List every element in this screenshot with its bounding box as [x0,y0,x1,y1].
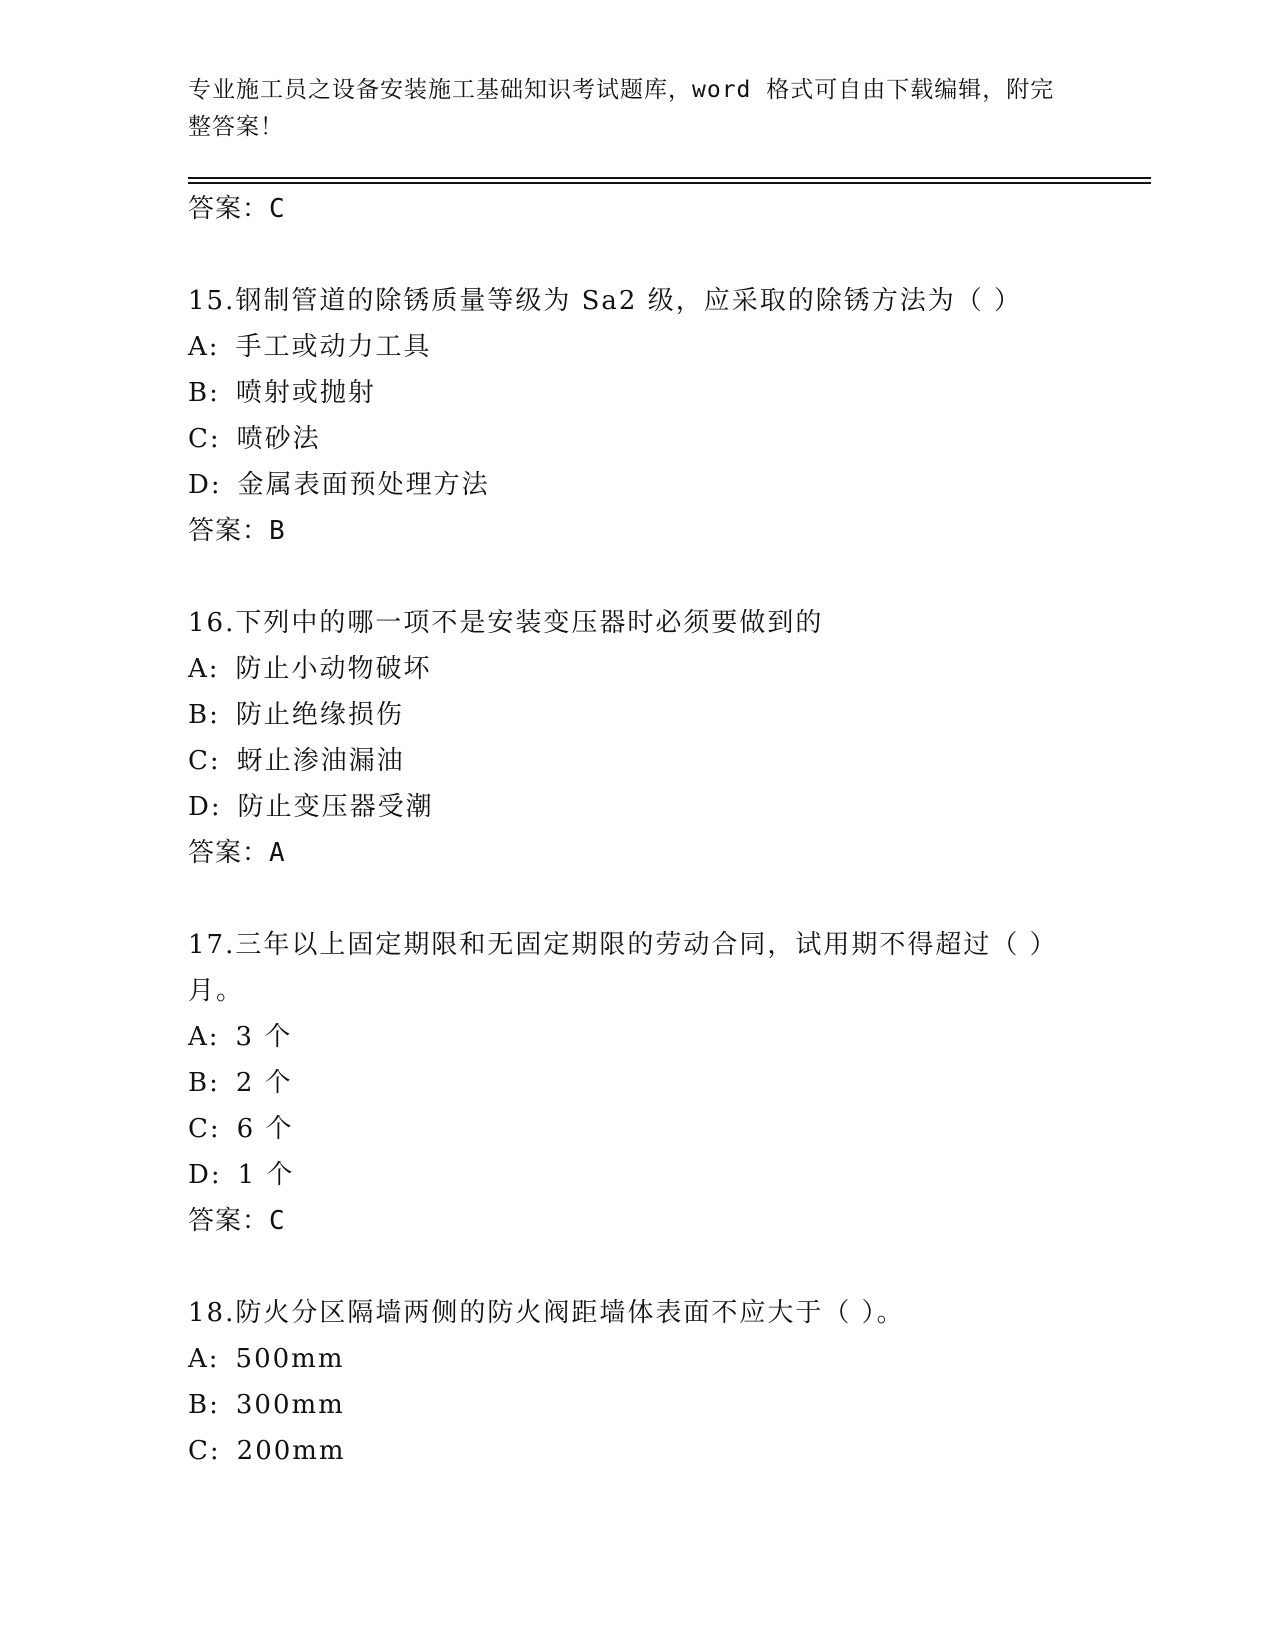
option-key: C: [188,424,221,454]
option-text: 蚜止渗油漏油 [236,746,405,776]
answer-16: 答案：A [188,838,286,868]
option-key: B: [188,1390,220,1420]
option-text: 6 个 [236,1114,294,1144]
option-c [188,1106,1088,1152]
option-key: D: [188,1160,222,1190]
document-header: 专业施工员之设备安装施工基础知识考试题库，word 格式可自由下载编辑，附完整答案！ [188,77,1055,140]
option-key: C: [188,1436,221,1466]
question-stem: 15.钢制管道的除锈质量等级为 Sa2 级，应采取的除锈方法为（ ） [188,286,1022,316]
option-b [188,370,1088,416]
option-text: 3 个 [235,1022,293,1052]
option-c [188,1428,1088,1474]
option-key: B: [188,700,220,730]
option-text: 防止小动物破坏 [235,654,432,684]
option-key: A: [188,1344,220,1374]
question-15 [188,278,1088,554]
option-key: A: [188,1022,220,1052]
header-divider-top [188,177,1151,179]
option-key: C: [188,1114,221,1144]
question-18 [188,1290,1088,1474]
answer-15: 答案：B [188,516,286,546]
option-text: 1 个 [237,1160,295,1190]
option-text: 300mm [235,1390,345,1420]
question-list [188,186,1088,1474]
option-b [188,1060,1088,1106]
question-stem: 18.防火分区隔墙两侧的防火阀距墙体表面不应大于（ ）。 [188,1298,905,1328]
option-key: B: [188,1068,220,1098]
option-text: 200mm [236,1436,346,1466]
option-key: A: [188,332,220,362]
option-key: D: [188,470,222,500]
option-d [188,1152,1088,1198]
option-key: A: [188,654,220,684]
option-d [188,462,1088,508]
option-text: 防止绝缘损伤 [235,700,404,730]
answer-14: 答案：C [188,194,286,224]
option-text: 防止变压器受潮 [237,792,434,822]
option-key: B: [188,378,220,408]
option-a [188,1014,1088,1060]
option-text: 喷砂法 [236,424,321,454]
option-c [188,738,1088,784]
option-text: 金属表面预处理方法 [237,470,490,500]
question-16 [188,600,1088,876]
option-text: 手工或动力工具 [235,332,432,362]
option-a [188,1336,1088,1382]
option-a [188,646,1088,692]
question-17 [188,922,1088,1244]
question-stem: 16.下列中的哪一项不是安装变压器时必须要做到的 [188,608,824,638]
answer-17: 答案：C [188,1206,286,1236]
option-key: D: [188,792,222,822]
option-d [188,784,1088,830]
option-a [188,324,1088,370]
option-c [188,416,1088,462]
question-stem: 17.三年以上固定期限和无固定期限的劳动合同，试用期不得超过（ ）月。 [188,930,1058,1006]
option-text: 2 个 [235,1068,293,1098]
option-key: C: [188,746,221,776]
option-text: 500mm [235,1344,345,1374]
option-b [188,1382,1088,1428]
header-divider-bottom [188,182,1151,184]
option-text: 喷射或抛射 [235,378,376,408]
option-b [188,692,1088,738]
